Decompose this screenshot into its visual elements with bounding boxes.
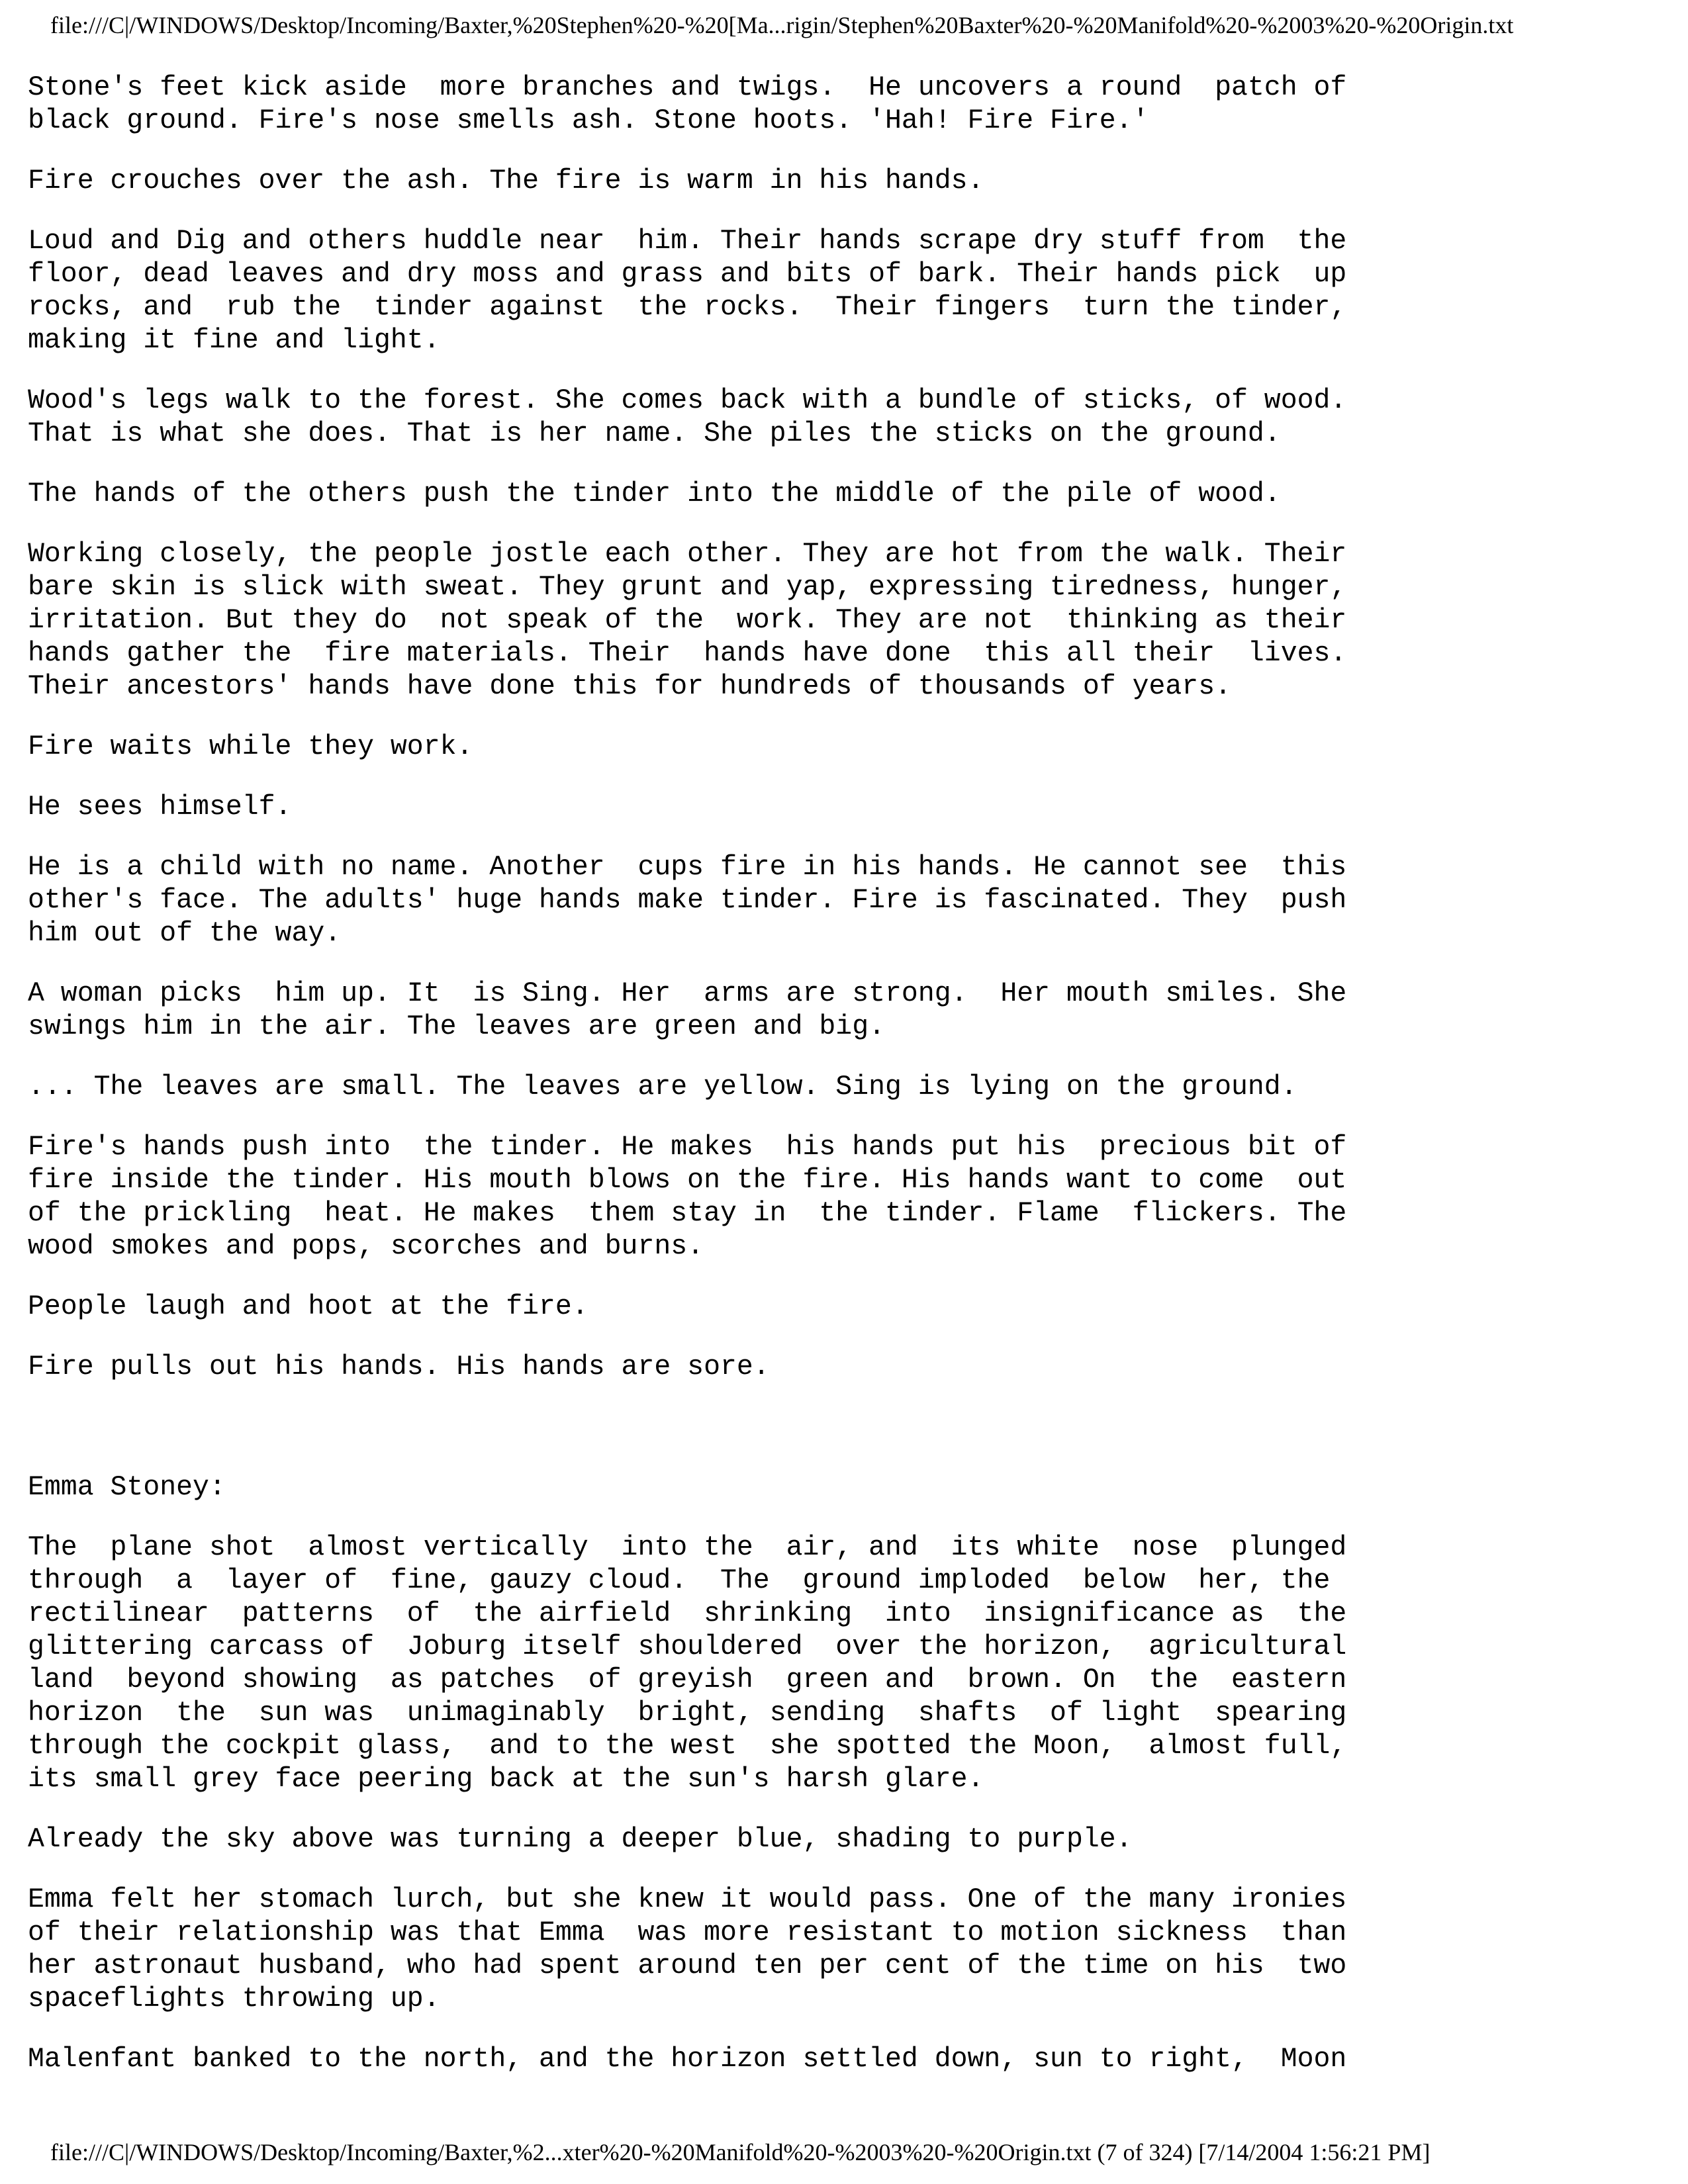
text-line: Loud and Dig and others huddle near him. Their hands scrape dry stuff from the (28, 226, 1347, 257)
paragraph (28, 1291, 1418, 1324)
text-line: ... The leaves are small. The leaves are yellow. Sing is lying on the ground. (28, 1071, 1297, 1103)
text-line: Already the sky above was turning a deeper blue, shading to purple. (28, 1824, 1133, 1855)
paragraph (28, 2043, 1418, 2076)
text-line: of the prickling heat. He makes them stay in the tinder. Flame flickers. The (28, 1198, 1347, 1229)
text-line: Emma felt her stomach lurch, but she knew it would pass. One of the many ironies (28, 1884, 1347, 1915)
text-line: He is a child with no name. Another cups fire in his hands. He cannot see this (28, 852, 1347, 883)
paragraph (28, 225, 1418, 357)
text-line: Malenfant banked to the north, and the horizon settled down, sun to right, Moon (28, 2044, 1347, 2075)
text-line: hands gather the fire materials. Their hands have done this all their lives. (28, 638, 1347, 669)
paragraph (28, 71, 1418, 138)
text-part-2 (28, 1531, 1418, 2076)
text-line: floor, dead leaves and dry moss and grass and bits of bark. Their hands pick up (28, 259, 1347, 290)
text-line: The plane shot almost vertically into the air, and its white nose plunged (28, 1532, 1347, 1563)
paragraph (28, 1071, 1418, 1104)
text-line: Working closely, the people jostle each other. They are hot from the walk. Their (28, 539, 1347, 570)
text-line: its small grey face peering back at the sun's harsh glare. (28, 1764, 984, 1795)
text-line: Wood's legs walk to the forest. She comes back with a bundle of sticks, of wood. (28, 385, 1347, 416)
text-line: bare skin is slick with sweat. They grunt and yap, expressing tiredness, hunger, (28, 572, 1347, 603)
paragraph (28, 1823, 1418, 1856)
text-line: through the cockpit glass, and to the west she spotted the Moon, almost full, (28, 1731, 1347, 1762)
text-part-1 (28, 71, 1418, 1384)
paragraph (28, 1531, 1418, 1796)
text-line: People laugh and hoot at the fire. (28, 1291, 588, 1322)
paragraph (28, 385, 1418, 451)
text-line: swings him in the air. The leaves are green and big. (28, 1011, 886, 1042)
text-line: A woman picks him up. It is Sing. Her arms are strong. Her mouth smiles. She (28, 978, 1347, 1009)
page-footer-url: file:///C|/WINDOWS/Desktop/Incoming/Baxter,%2...xter%20-%20Manifold%20-%2003%20-%20Origin.txt (7 of 324) [7/14/2004 1:56:21 PM] (50, 2139, 1430, 2165)
text-line: through a layer of fine, gauzy cloud. The ground imploded below her, the (28, 1565, 1331, 1596)
text-line: land beyond showing as patches of greyish green and brown. On the eastern (28, 1664, 1347, 1696)
paragraph (28, 478, 1418, 511)
text-line: rectilinear patterns of the airfield shrinking into insignificance as the (28, 1598, 1347, 1629)
text-line: him out of the way. (28, 918, 342, 949)
text-line: Fire's hands push into the tinder. He makes his hands put his precious bit of (28, 1132, 1347, 1163)
text-line: That is what she does. That is her name. She piles the sticks on the ground. (28, 418, 1281, 449)
paragraph (28, 978, 1418, 1044)
text-line: rocks, and rub the tinder against the rocks. Their fingers turn the tinder, (28, 292, 1347, 323)
page-header-url: file:///C|/WINDOWS/Desktop/Incoming/Baxter,%20Stephen%20-%20[Ma...rigin/Stephen%20Baxter%20-%20Manifold%20-%2003%20-%20Origin.txt (50, 12, 1514, 38)
text-line: The hands of the others push the tinder into the middle of the pile of wood. (28, 478, 1281, 510)
text-line: spaceflights throwing up. (28, 1983, 440, 2015)
text-line: horizon the sun was unimaginably bright, sending shafts of light spearing (28, 1698, 1347, 1729)
text-line: Fire crouches over the ash. The fire is warm in his hands. (28, 165, 984, 197)
text-line: fire inside the tinder. His mouth blows on the fire. His hands want to come out (28, 1165, 1347, 1196)
paragraph (28, 538, 1418, 704)
document-body (28, 71, 1418, 2103)
text-line: Stone's feet kick aside more branches and twigs. He uncovers a round patch of (28, 72, 1347, 103)
section-heading: Emma Stoney: (28, 1472, 226, 1503)
text-line: He sees himself. (28, 792, 292, 823)
paragraph (28, 851, 1418, 950)
text-line: wood smokes and pops, scorches and burns. (28, 1231, 704, 1262)
text-line: irritation. But they do not speak of the work. They are not thinking as their (28, 605, 1347, 636)
text-line: making it fine and light. (28, 325, 440, 356)
text-line: of their relationship was that Emma was more resistant to motion sickness than (28, 1917, 1347, 1948)
text-line: Fire pulls out his hands. His hands are sore. (28, 1351, 770, 1383)
paragraph (28, 1131, 1418, 1263)
paragraph (28, 731, 1418, 764)
paragraph (28, 1884, 1418, 2016)
text-line: glittering carcass of Joburg itself shouldered over the horizon, agricultural (28, 1631, 1347, 1662)
paragraph (28, 791, 1418, 824)
text-line: other's face. The adults' huge hands make tinder. Fire is fascinated. They push (28, 885, 1347, 916)
paragraph (28, 1351, 1418, 1384)
text-line: Fire waits while they work. (28, 731, 473, 762)
text-line: black ground. Fire's nose smells ash. Stone hoots. 'Hah! Fire Fire.' (28, 105, 1149, 136)
paragraph (28, 165, 1418, 198)
text-line: her astronaut husband, who had spent around ten per cent of the time on his two (28, 1950, 1347, 1981)
text-line: Their ancestors' hands have done this for hundreds of thousands of years. (28, 671, 1231, 702)
